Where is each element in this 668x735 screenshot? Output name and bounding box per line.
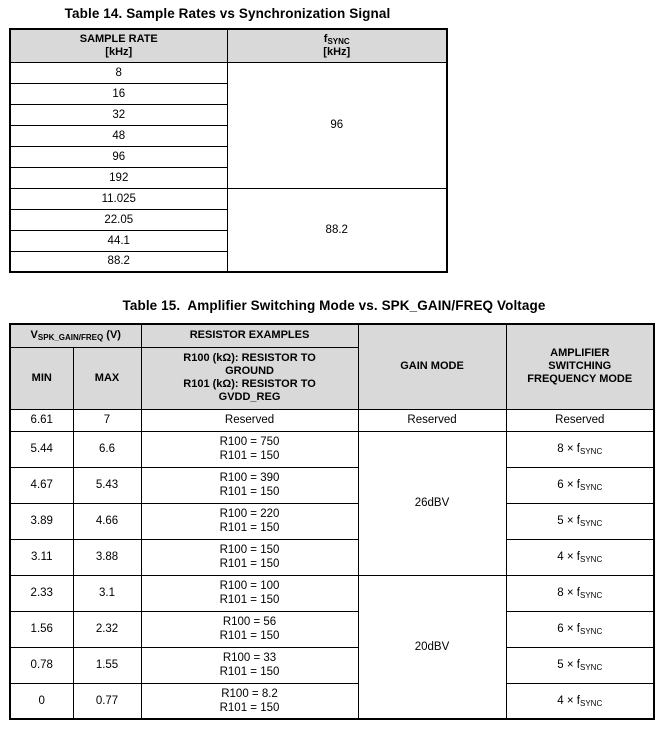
table-row: [10, 503, 654, 539]
resistor-cell: Reserved: [141, 409, 358, 431]
resistor-cell: [141, 539, 358, 575]
amp-header-line3: FREQUENCY MODE: [527, 373, 633, 386]
table-15-title: Table 15. Amplifier Switching Mode vs. SPK_GAIN/FREQ Voltage: [122, 298, 546, 313]
resistor-cell: [141, 611, 358, 647]
max-cell: 2.32: [73, 611, 141, 647]
min-cell: 0: [10, 683, 73, 719]
table-row: [10, 611, 654, 647]
max-cell: 7: [73, 409, 141, 431]
table-14-header-row: [10, 29, 447, 62]
min-cell: 3.11: [10, 539, 73, 575]
resistor-cell: [141, 683, 358, 719]
gain-mode-cell: Reserved: [358, 409, 506, 431]
amp-header-line2: SWITCHING: [548, 360, 612, 373]
resistor-cell: [141, 431, 358, 467]
table-15-header-row-1: [10, 324, 654, 347]
switching-freq-cell: [506, 683, 654, 719]
freq-multiplier: 6 × f: [557, 479, 580, 491]
sample-rate-cell: 32: [10, 104, 227, 125]
vspk-subscript: SPK_GAIN/FREQ: [37, 333, 104, 343]
gain-mode-cell: 20dBV: [358, 575, 506, 719]
resistor-header-line3: R101 (kΩ): RESISTOR TO: [183, 378, 316, 390]
switching-freq-cell: [506, 467, 654, 503]
resistor-cell: [141, 503, 358, 539]
min-cell: 5.44: [10, 431, 73, 467]
switching-freq-cell: Reserved: [506, 409, 654, 431]
sample-rate-cell: 48: [10, 125, 227, 146]
fsync-header-line2: [kHz]: [323, 45, 351, 58]
min-cell: 3.89: [10, 503, 73, 539]
switching-freq-cell: [506, 539, 654, 575]
switching-freq-cell: [506, 503, 654, 539]
fsync-cell: 96: [227, 62, 447, 188]
v-unit: (V): [103, 329, 121, 342]
fsync-subscript: SYNC: [580, 483, 603, 492]
resistor-cell: [141, 467, 358, 503]
sample-rate-header-line2: [kHz]: [105, 45, 133, 58]
freq-multiplier: 5 × f: [557, 515, 580, 527]
resistor-detail-header: [141, 347, 358, 409]
table-row: [10, 647, 654, 683]
freq-multiplier: 6 × f: [557, 623, 580, 635]
fsync-header-line1: [230, 33, 445, 46]
fsync-header: [227, 29, 447, 62]
resistor-header-line4: GVDD_REG: [218, 391, 281, 403]
min-cell: 0.78: [10, 647, 73, 683]
amp-header-line1: AMPLIFIER: [550, 347, 610, 360]
max-cell: 0.77: [73, 683, 141, 719]
min-cell: 1.56: [10, 611, 73, 647]
max-cell: 6.6: [73, 431, 141, 467]
freq-multiplier: 8 × f: [557, 443, 580, 455]
min-header: MIN: [10, 347, 73, 409]
r100-value: R100 = 220: [219, 508, 280, 520]
table-row: [10, 188, 447, 209]
fsync-subscript: SYNC: [580, 698, 603, 708]
fsync-symbol: f: [323, 32, 328, 45]
fsync-subscript: SYNC: [327, 36, 350, 46]
sample-rate-header-line1: SAMPLE RATE: [79, 32, 158, 45]
table-15: [9, 323, 655, 720]
max-cell: 5.43: [73, 467, 141, 503]
table-row: [10, 467, 654, 503]
gain-mode-cell: 26dBV: [358, 431, 506, 575]
resistor-header-line1: R100 (kΩ): RESISTOR TO: [183, 352, 316, 364]
sample-rate-cell: 16: [10, 83, 227, 104]
r100-value: R100 = 100: [219, 580, 280, 592]
r100-value: R100 = 56: [222, 616, 277, 628]
r101-value: R101 = 150: [219, 450, 280, 462]
table-row: [10, 539, 654, 575]
max-header: MAX: [73, 347, 141, 409]
resistor-cell: [141, 575, 358, 611]
sample-rate-cell: 192: [10, 167, 227, 188]
min-cell: 2.33: [10, 575, 73, 611]
fsync-subscript: SYNC: [580, 591, 603, 600]
r101-value: R101 = 150: [219, 558, 280, 570]
switching-freq-cell: [506, 431, 654, 467]
gain-mode-header: GAIN MODE: [358, 324, 506, 409]
fsync-subscript: SYNC: [580, 555, 603, 564]
sample-rate-cell: 8: [10, 62, 227, 83]
amp-switching-header: [506, 324, 654, 409]
resistor-cell: [141, 647, 358, 683]
r101-value: R101 = 150: [219, 594, 280, 606]
fsync-subscript: SYNC: [580, 627, 603, 636]
table-row: [10, 575, 654, 611]
max-cell: 3.1: [73, 575, 141, 611]
r100-value: R100 = 390: [219, 472, 280, 484]
sample-rate-cell: 44.1: [10, 230, 227, 251]
freq-multiplier: 8 × f: [557, 587, 580, 599]
resistor-header-line2: GROUND: [225, 365, 274, 377]
r101-value: R101 = 150: [219, 701, 280, 714]
table-row: [10, 683, 654, 719]
sample-rate-cell: 11.025: [10, 188, 227, 209]
vspk-header: [10, 324, 141, 347]
sample-rate-header: [10, 29, 227, 62]
table-14: [9, 28, 448, 273]
switching-freq-cell: [506, 647, 654, 683]
sample-rate-cell: 88.2: [10, 251, 227, 272]
resistor-examples-header: RESISTOR EXAMPLES: [141, 324, 358, 347]
r100-value: R100 = 150: [219, 544, 280, 556]
r101-value: R101 = 150: [219, 486, 280, 498]
max-cell: 4.66: [73, 503, 141, 539]
fsync-cell: 88.2: [227, 188, 447, 272]
freq-multiplier: 4 × f: [557, 551, 580, 563]
min-cell: 6.61: [10, 409, 73, 431]
switching-freq-cell: [506, 611, 654, 647]
sample-rate-cell: 96: [10, 146, 227, 167]
table-row: [10, 62, 447, 83]
table-row: [10, 431, 654, 467]
r101-value: R101 = 150: [219, 666, 280, 678]
r101-value: R101 = 150: [219, 522, 280, 534]
fsync-subscript: SYNC: [580, 447, 603, 456]
table-14-title: Table 14. Sample Rates vs Synchronization Signal: [64, 6, 391, 21]
fsync-subscript: SYNC: [580, 519, 603, 528]
vspk-header-text: [31, 329, 121, 341]
freq-multiplier: 4 × f: [557, 694, 580, 707]
fsync-subscript: SYNC: [580, 663, 603, 672]
r100-value: R100 = 8.2: [221, 687, 278, 700]
r101-value: R101 = 150: [219, 630, 280, 642]
v-symbol: V: [30, 329, 38, 342]
r100-value: R100 = 750: [219, 436, 280, 448]
min-cell: 4.67: [10, 467, 73, 503]
freq-multiplier: 5 × f: [557, 659, 580, 671]
switching-freq-cell: [506, 575, 654, 611]
max-cell: 3.88: [73, 539, 141, 575]
table-row: [10, 409, 654, 431]
sample-rate-cell: 22.05: [10, 209, 227, 230]
r100-value: R100 = 33: [222, 652, 277, 664]
max-cell: 1.55: [73, 647, 141, 683]
